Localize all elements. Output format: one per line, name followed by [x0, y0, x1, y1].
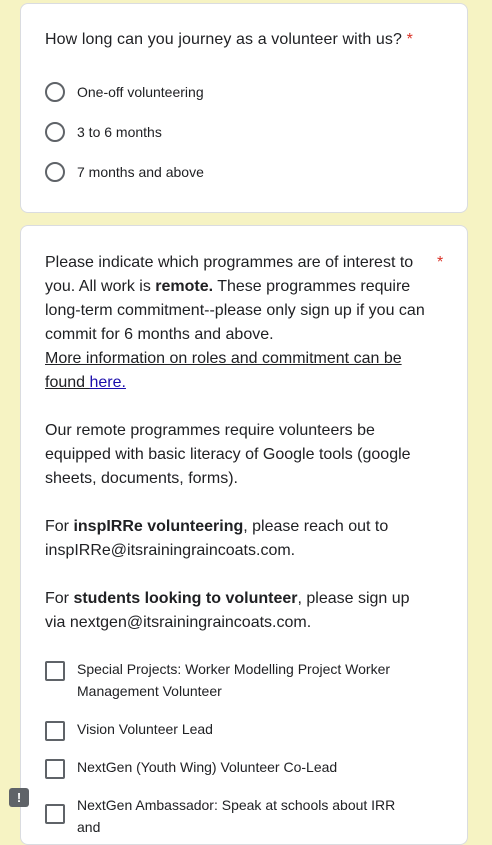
checkbox-option-nextgen-ambassador[interactable] — [45, 794, 417, 838]
here-link[interactable]: here. — [89, 374, 126, 391]
more-info-text: More information on roles and commitment can be found — [45, 350, 402, 391]
checkbox[interactable] — [45, 804, 65, 824]
radio-button[interactable] — [45, 162, 65, 182]
question-title: How long can you journey as a volunteer with us? * — [45, 31, 413, 48]
required-asterisk: * — [406, 31, 413, 48]
option-label: One-off volunteering — [77, 84, 204, 100]
checkbox[interactable] — [45, 759, 65, 779]
checkbox-option-vision-lead[interactable] — [45, 718, 417, 741]
report-issue-icon[interactable]: ! — [9, 788, 29, 807]
checkbox[interactable] — [45, 721, 65, 741]
option-label: Vision Volunteer Lead — [77, 721, 213, 737]
option-label: Special Projects: Worker Modelling Project Worker Management Volunteer — [77, 661, 391, 699]
checkbox-option-special-projects[interactable] — [45, 658, 417, 702]
question-card-duration — [20, 3, 468, 213]
option-label: NextGen (Youth Wing) Volunteer Co-Lead — [77, 759, 338, 775]
radio-button[interactable] — [45, 122, 65, 142]
radio-option-3-to-6-months[interactable] — [45, 120, 162, 144]
option-label: 3 to 6 months — [77, 124, 162, 140]
question-description: Please indicate which programmes are of interest to you. All work is remote. These programmes require long-term commitment--please only sign up if you can commit for 6 months and above. More information on roles and commitment can be found here. Our remote programmes require volunteers be equipped with basic literacy of Google tools (google sheets, documents, forms). For inspIRRe volunteering, please reach out to inspIRRe@itsrainingraincoats.com. For students looking to volunteer, please sign up via nextgen@itsrainingraincoats.com. — [45, 254, 425, 631]
option-label: NextGen Ambassador: Speak at schools about IRR and — [77, 797, 396, 835]
radio-button[interactable] — [45, 82, 65, 102]
radio-option-one-off[interactable] — [45, 80, 204, 104]
option-label: 7 months and above — [77, 164, 204, 180]
required-asterisk: * — [437, 254, 444, 271]
checkbox[interactable] — [45, 661, 65, 681]
question-card-programmes — [20, 225, 468, 845]
checkbox-option-nextgen-co-lead[interactable] — [45, 756, 417, 779]
radio-option-7-months-plus[interactable] — [45, 160, 204, 184]
